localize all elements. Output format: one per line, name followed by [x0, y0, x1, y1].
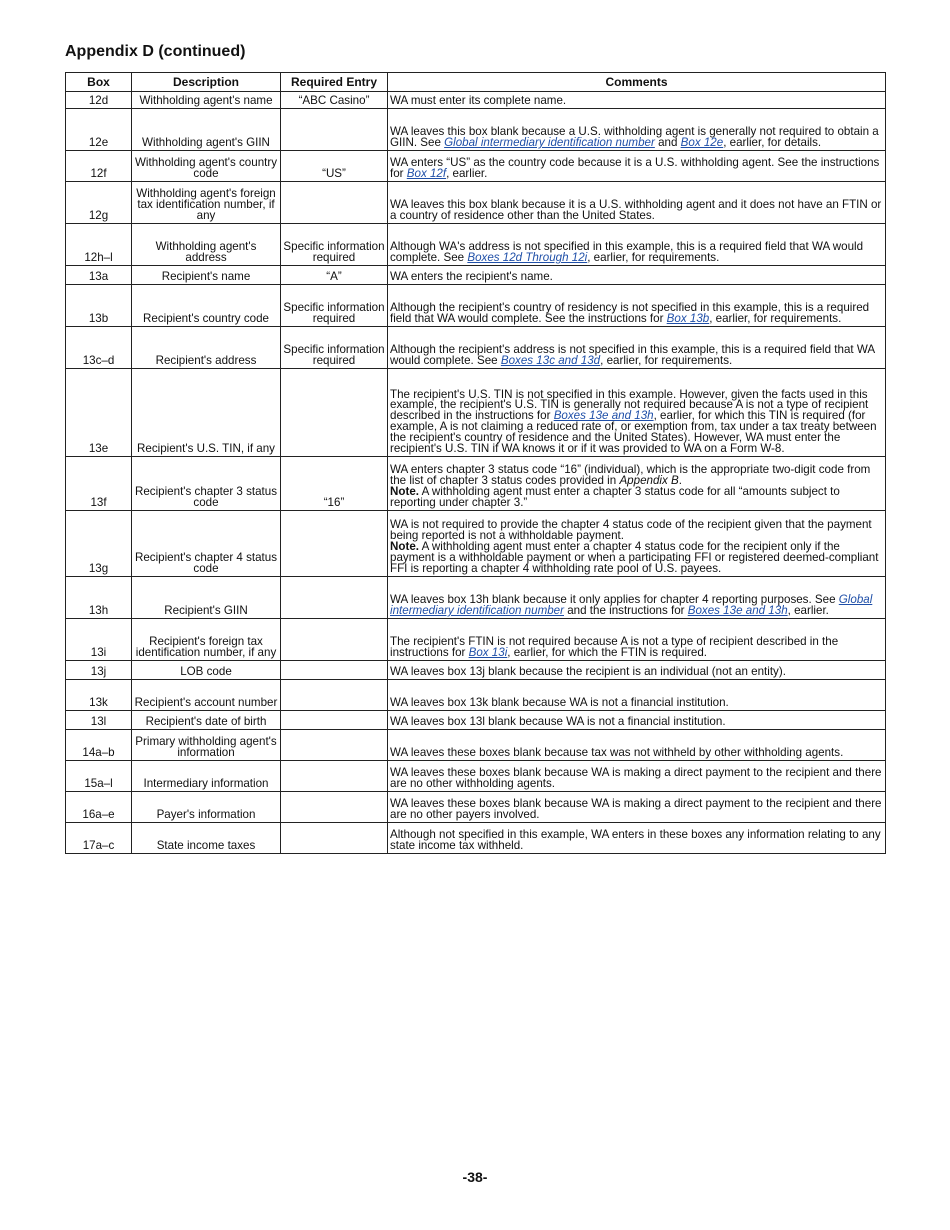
- box-cell: 16a–e: [66, 792, 132, 823]
- comment-text: WA enters chapter 3 status code “16” (individual), which is the appropriate two-digit code from the list of chapter 3 status codes provided in: [390, 463, 871, 488]
- table-row: [66, 680, 886, 711]
- comment-text: A withholding agent must enter a chapter 3 status code for all “amounts subject to reporting under chapter 3.”: [390, 485, 840, 510]
- comments-cell: [388, 182, 886, 224]
- description-cell: Recipient's date of birth: [132, 711, 281, 730]
- table-row: [66, 92, 886, 109]
- italic-reference: Appendix B: [619, 474, 679, 488]
- cross-reference-link[interactable]: Global intermediary identification number: [390, 593, 873, 618]
- description-cell: Recipient's chapter 4 status code: [132, 511, 281, 577]
- comment-paragraph: [390, 799, 883, 821]
- comment-text: , earlier.: [446, 167, 488, 181]
- required-entry-cell: “16”: [281, 457, 388, 511]
- required-entry-cell: [281, 182, 388, 224]
- comments-cell: [388, 730, 886, 761]
- description-cell: Recipient's address: [132, 327, 281, 369]
- box-cell: 17a–c: [66, 823, 132, 854]
- description-cell: LOB code: [132, 661, 281, 680]
- comment-text: The recipient's U.S. TIN is not specified in this example. However, given the facts used in this example, the recipient's U.S. TIN is generally not required because A is not a type of recipient described in the instructions for: [390, 387, 869, 423]
- comments-cell: [388, 711, 886, 730]
- comment-text: Although not specified in this example, WA enters in these boxes any information relating to any state income tax withheld.: [390, 828, 881, 853]
- required-entry-cell: Specific information required: [281, 327, 388, 369]
- description-cell: Recipient's country code: [132, 285, 281, 327]
- column-header-box: Box: [66, 73, 132, 92]
- box-cell: 13j: [66, 661, 132, 680]
- box-cell: 13l: [66, 711, 132, 730]
- box-cell: 13f: [66, 457, 132, 511]
- comment-paragraph: [390, 667, 883, 678]
- box-cell: 13h: [66, 577, 132, 619]
- comment-paragraph: [390, 242, 883, 264]
- box-cell: 12e: [66, 109, 132, 151]
- description-cell: Intermediary information: [132, 761, 281, 792]
- cross-reference-link[interactable]: Box 12e: [680, 136, 724, 150]
- description-cell: Withholding agent's address: [132, 224, 281, 266]
- page-heading: Appendix D (continued): [65, 43, 246, 60]
- table-row: [66, 511, 886, 577]
- comment-paragraph: [390, 96, 883, 107]
- comments-cell: [388, 224, 886, 266]
- box-cell: 14a–b: [66, 730, 132, 761]
- comment-text: WA is not required to provide the chapter 4 status code of the recipient given that the payment being reported is not a withholdable payment.: [390, 518, 872, 543]
- comment-paragraph: [390, 387, 883, 456]
- comment-text: WA leaves this box blank because a U.S. withholding agent is generally not required to obtain a GIIN. See: [390, 125, 879, 150]
- box-cell: 13e: [66, 369, 132, 457]
- comments-cell: [388, 823, 886, 854]
- comment-text: , earlier, for requirements.: [587, 251, 720, 265]
- comment-text: WA must enter its complete name.: [390, 94, 567, 108]
- table-row: [66, 661, 886, 680]
- comments-cell: [388, 369, 886, 457]
- required-entry-cell: [281, 661, 388, 680]
- comment-text: WA leaves box 13j blank because the recipient is an individual (not an entity).: [390, 665, 786, 679]
- box-cell: 12d: [66, 92, 132, 109]
- comment-paragraph: [390, 768, 883, 790]
- table-row: [66, 327, 886, 369]
- description-cell: State income taxes: [132, 823, 281, 854]
- note-label: Note.: [390, 485, 419, 499]
- comment-text: .: [678, 474, 682, 488]
- required-entry-cell: “A”: [281, 266, 388, 285]
- description-cell: Payer's information: [132, 792, 281, 823]
- required-entry-cell: [281, 823, 388, 854]
- description-cell: Recipient's U.S. TIN, if any: [132, 369, 281, 457]
- table-row: [66, 285, 886, 327]
- page-number: -38-: [462, 1169, 488, 1185]
- box-cell: 13k: [66, 680, 132, 711]
- box-cell: 13g: [66, 511, 132, 577]
- table-row: [66, 730, 886, 761]
- box-cell: 12g: [66, 182, 132, 224]
- comments-cell: [388, 619, 886, 661]
- comment-paragraph: [390, 748, 883, 759]
- column-header-description: Description: [132, 73, 281, 92]
- comment-text: Although the recipient's address is not specified in this example, this is a required field that WA would complete. See: [390, 343, 875, 368]
- box-cell: 12f: [66, 151, 132, 182]
- comments-cell: [388, 109, 886, 151]
- comment-text: and: [654, 136, 681, 150]
- description-cell: Recipient's foreign tax identification number, if any: [132, 619, 281, 661]
- description-cell: Withholding agent's GIIN: [132, 109, 281, 151]
- required-entry-cell: [281, 730, 388, 761]
- required-entry-cell: [281, 619, 388, 661]
- comment-text: The recipient's FTIN is not required because A is not a type of recipient described in the instructions for: [390, 635, 839, 660]
- required-entry-cell: Specific information required: [281, 285, 388, 327]
- comment-text: , earlier, for details.: [723, 136, 822, 150]
- comment-paragraph: [390, 127, 883, 149]
- comment-paragraph: [390, 272, 883, 283]
- comments-cell: [388, 285, 886, 327]
- comment-text: Although WA's address is not specified in this example, this is a required field that WA would complete. See: [390, 240, 864, 265]
- required-entry-cell: “US”: [281, 151, 388, 182]
- comment-text: Although the recipient's country of residency is not specified in this example, this is a required field that WA would complete. See the instructions for: [390, 301, 870, 326]
- required-entry-cell: [281, 711, 388, 730]
- required-entry-cell: [281, 761, 388, 792]
- comment-paragraph: [390, 542, 883, 575]
- comments-cell: [388, 577, 886, 619]
- table-row: [66, 577, 886, 619]
- comment-paragraph: [390, 637, 883, 659]
- required-entry-cell: [281, 511, 388, 577]
- box-cell: 13c–d: [66, 327, 132, 369]
- table-row: [66, 224, 886, 266]
- cross-reference-link[interactable]: Box 13i: [468, 646, 508, 660]
- table-row: [66, 761, 886, 792]
- comment-text: WA enters “US” as the country code because it is a U.S. withholding agent. See the instructions for: [390, 156, 880, 181]
- comment-paragraph: [390, 158, 883, 180]
- required-entry-cell: [281, 369, 388, 457]
- box-cell: 13a: [66, 266, 132, 285]
- table-row: [66, 369, 886, 457]
- comment-paragraph: [390, 520, 883, 542]
- required-entry-cell: “ABC Casino”: [281, 92, 388, 109]
- box-cell: 15a–l: [66, 761, 132, 792]
- comment-paragraph: [390, 595, 883, 617]
- column-header-comments: Comments: [388, 73, 886, 92]
- box-cell: 13b: [66, 285, 132, 327]
- table-row: [66, 457, 886, 511]
- description-cell: Withholding agent's foreign tax identification number, if any: [132, 182, 281, 224]
- required-entry-cell: [281, 680, 388, 711]
- description-cell: Recipient's account number: [132, 680, 281, 711]
- note-label: Note.: [390, 540, 419, 554]
- comment-text: WA leaves these boxes blank because tax was not withheld by other withholding agents.: [390, 746, 844, 760]
- required-entry-cell: [281, 792, 388, 823]
- comments-cell: [388, 457, 886, 511]
- required-entry-cell: Specific information required: [281, 224, 388, 266]
- description-cell: Recipient's chapter 3 status code: [132, 457, 281, 511]
- comment-text: and the instructions for: [564, 604, 688, 618]
- comments-cell: [388, 661, 886, 680]
- required-entry-cell: [281, 109, 388, 151]
- description-cell: Primary withholding agent's information: [132, 730, 281, 761]
- column-header-required-entry: Required Entry: [281, 73, 388, 92]
- cross-reference-link[interactable]: Global intermediary identification number: [444, 136, 655, 150]
- required-entry-cell: [281, 577, 388, 619]
- comments-cell: [388, 327, 886, 369]
- comment-text: WA leaves box 13k blank because WA is not a financial institution.: [390, 696, 729, 710]
- comment-paragraph: [390, 698, 883, 709]
- cross-reference-link[interactable]: Boxes 13e and 13h: [553, 409, 654, 423]
- comment-text: WA leaves box 13h blank because it only applies for chapter 4 reporting purposes. See: [390, 593, 839, 607]
- comments-cell: [388, 511, 886, 577]
- box-cell: 13i: [66, 619, 132, 661]
- cross-reference-link[interactable]: Boxes 12d Through 12i: [467, 251, 588, 265]
- cross-reference-link[interactable]: Box 13b: [666, 312, 710, 326]
- comment-paragraph: [390, 303, 883, 325]
- table-row: [66, 182, 886, 224]
- comment-text: WA leaves these boxes blank because WA is making a direct payment to the recipient and there are no other payers involved.: [390, 797, 882, 822]
- comment-paragraph: [390, 717, 883, 728]
- comments-cell: [388, 761, 886, 792]
- cross-reference-link[interactable]: Boxes 13e and 13h: [687, 604, 788, 618]
- box-cell: 12h–l: [66, 224, 132, 266]
- description-cell: Withholding agent's name: [132, 92, 281, 109]
- table-row: [66, 266, 886, 285]
- table-row: [66, 823, 886, 854]
- comment-text: , earlier.: [787, 604, 829, 618]
- description-cell: Recipient's GIIN: [132, 577, 281, 619]
- comment-paragraph: [390, 200, 883, 222]
- comment-paragraph: [390, 830, 883, 852]
- table-row: [66, 109, 886, 151]
- comment-text: A withholding agent must enter a chapter 4 status code for the recipient only if the payment is a withholdable payment or when a participating FFI or registered deemed-compliant FFI is reporting a chapter 4 withholding rate pool of U.S. payees.: [390, 540, 879, 576]
- table-row: [66, 151, 886, 182]
- comment-text: , earlier, for requirements.: [709, 312, 842, 326]
- comment-text: , earlier, for which this TIN is required (for example, A is not claiming a reduced rate of, or exemption from, tax under a tax treaty between the recipient's country of residence and the United States). However, WA must enter the recipient's U.S. TIN if WA knows it or if it was provided to WA on a Form W-8.: [390, 409, 877, 456]
- table-row: [66, 619, 886, 661]
- description-cell: Recipient's name: [132, 266, 281, 285]
- comment-paragraph: [390, 345, 883, 367]
- comment-text: WA leaves these boxes blank because WA is making a direct payment to the recipient and there are no other withholding agents.: [390, 766, 882, 791]
- comment-text: , earlier, for requirements.: [600, 354, 733, 368]
- table-row: [66, 711, 886, 730]
- cross-reference-link[interactable]: Boxes 13c and 13d: [500, 354, 601, 368]
- comments-cell: [388, 92, 886, 109]
- comment-paragraph: [390, 487, 883, 509]
- comment-text: WA leaves this box blank because it is a U.S. withholding agent and it does not have an FTIN or a country of residence other than the United States.: [390, 198, 882, 223]
- appendix-d-table: [65, 72, 886, 854]
- comments-cell: [388, 792, 886, 823]
- comment-text: , earlier, for which the FTIN is required.: [507, 646, 708, 660]
- table-row: [66, 792, 886, 823]
- comment-text: WA enters the recipient's name.: [390, 270, 553, 284]
- comments-cell: [388, 151, 886, 182]
- cross-reference-link[interactable]: Box 12f: [406, 167, 447, 181]
- table-header-row: [66, 73, 886, 92]
- comment-text: WA leaves box 13l blank because WA is not a financial institution.: [390, 715, 726, 729]
- comments-cell: [388, 680, 886, 711]
- comment-paragraph: [390, 465, 883, 487]
- description-cell: Withholding agent's country code: [132, 151, 281, 182]
- comments-cell: [388, 266, 886, 285]
